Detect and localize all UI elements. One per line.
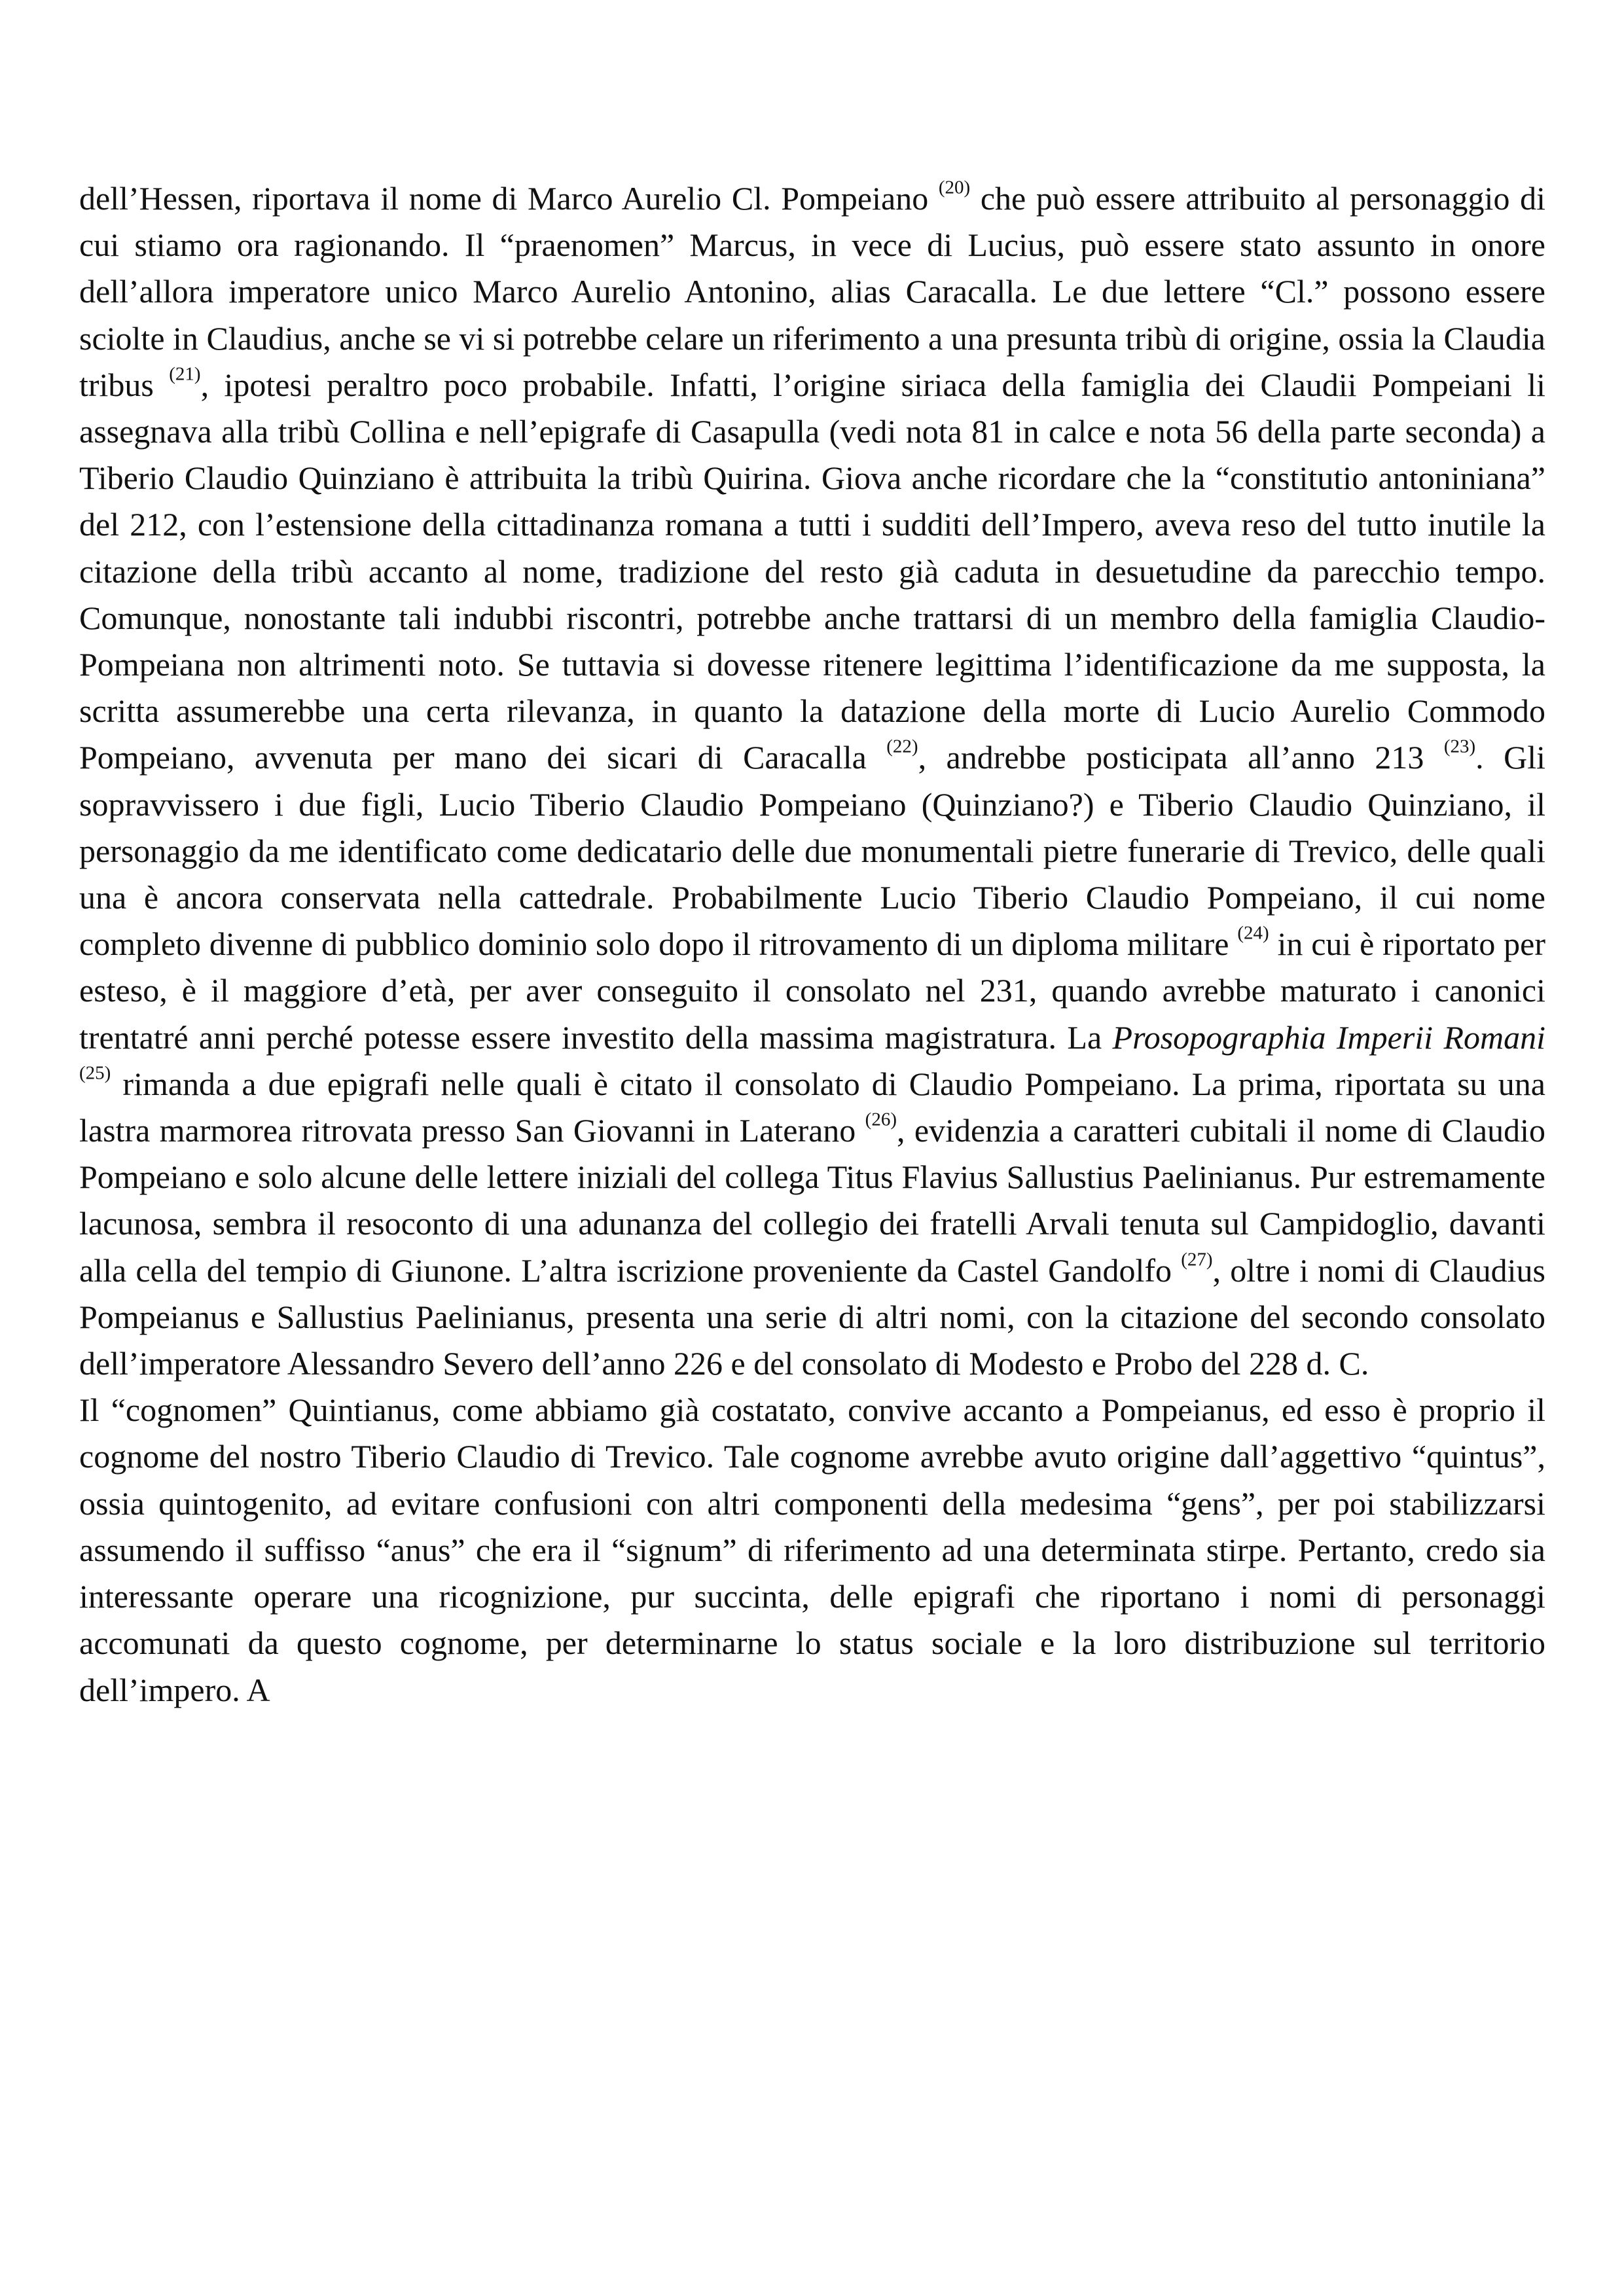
paragraph-text: , evidenzia a caratteri cubitali il nome di Claudio Pompeiano e solo alcune delle lettere iniziali del collega Titus Flavius Sallustius Paelinianus. Pur estremamente lacunosa, sembra il resoconto di una adunanza del collegio dei fratelli Arvali tenuta sul Campidoglio, davanti alla cella del tempio di Giunone. L’altra iscrizione proveniente da Castel Gandolfo bbox=[79, 1112, 1545, 1289]
paragraph-text: , andrebbe posticipata all’anno 213 bbox=[918, 739, 1444, 776]
footnote-reference: (22) bbox=[886, 736, 918, 757]
paragraph-text: , ipotesi peraltro poco probabile. Infatti, l’origine siriaca della famiglia dei Claudii Pompeiani li assegnava alla tribù Collina e nell’epigrafe di Casapulla (vedi nota 81 in calce e nota 56 della parte seconda) a Tiberio Claudio Quinziano è attribuita la tribù Quirina. Giova anche ricordare che la “constitutio antoniniana” del 212, con l’estensione della cittadinanza romana a tutti i sudditi dell’Impero, aveva reso del tutto inutile la citazione della tribù accanto al nome, tradizione del resto già caduta in desuetudine da parecchio tempo. Comunque, nonostante tali indubbi riscontri, potrebbe anche trattarsi di un membro della famiglia Claudio-Pompeiana non altrimenti noto. Se tuttavia si dovesse ritenere legittima l’identificazione da me supposta, la scritta assumerebbe una certa rilevanza, in quanto la datazione della morte di Lucio Aurelio Commodo Pompeiano, avvenuta per mano dei sicari di Caracalla bbox=[79, 366, 1545, 776]
footnote-reference: (23) bbox=[1443, 736, 1476, 757]
paragraph-text: dell’Hessen, riportava il nome di Marco Aurelio Cl. Pompeiano bbox=[79, 180, 939, 217]
footnote-reference: (27) bbox=[1181, 1249, 1213, 1270]
paragraph-text: in cui è riportato per esteso, è il maggiore d’età, per aver conseguito il consolato nel 231, quando avrebbe maturato i canonici trentatré anni perché potesse essere investito della massima magistratura. La bbox=[79, 925, 1545, 1056]
paragraph-text: , oltre i nomi di Claudius Pompeianus e Sallustius Paelinianus, presenta una serie di altri nomi, con la citazione del secondo consolato dell’imperatore Alessandro Severo dell’anno 226 e del consolato di Modesto e Probo del 228 d. C. bbox=[79, 1251, 1545, 1382]
italic-title-text: Prosopographia Imperii Romani bbox=[1112, 1018, 1546, 1056]
footnote-reference: (24) bbox=[1237, 922, 1269, 944]
paragraph bbox=[79, 1387, 1545, 1713]
paragraph-text: Il “cognomen” Quintianus, come abbiamo già costatato, convive accanto a Pompeianus, ed esso è proprio il cognome del nostro Tiberio Claudio di Trevico. Tale cognome avrebbe avuto origine dall’aggettivo “quintus”, ossia quintogenito, ad evitare confusioni con altri componenti della medesima “gens”, per poi stabilizzarsi assumendo il suffisso “anus” che era il “signum” di riferimento ad una determinata stirpe. Pertanto, credo sia interessante operare una ricognizione, pur succinta, delle epigrafi che riportano i nomi di personaggi accomunati da questo cognome, per determinarne lo status sociale e la loro distribuzione sul territorio dell’impero. A bbox=[79, 1391, 1545, 1708]
body-text bbox=[79, 175, 1545, 1713]
paragraph-text: . Gli sopravvissero i due figli, Lucio Tiberio Claudio Pompeiano (Quinziano?) e Tiberio Claudio Quinziano, il personaggio da me identificato come dedicatario delle due monumentali pietre funerarie di Trevico, delle quali una è ancora conservata nella cattedrale. Probabilmente Lucio Tiberio Claudio Pompeiano, il cui nome completo divenne di pubblico dominio solo dopo il ritrovamento di un diploma militare bbox=[79, 739, 1545, 963]
footnote-reference: (20) bbox=[938, 177, 971, 198]
paragraph-text: che può essere attribuito al personaggio di cui stiamo ora ragionando. Il “praenomen” Marcus, in vece di Lucius, può essere stato assunto in onore dell’allora imperatore unico Marco Aurelio Antonino, alias Caracalla. Le due lettere “Cl.” possono essere sciolte in Claudius, anche se vi si potrebbe celare un riferimento a una presunta tribù di origine, ossia la Claudia tribus bbox=[79, 180, 1545, 403]
footnote-reference: (25) bbox=[79, 1062, 111, 1084]
paragraph bbox=[79, 175, 1545, 1387]
paragraph-text: rimanda a due epigrafi nelle quali è citato il consolato di Claudio Pompeiano. La prima, riportata su una lastra marmorea ritrovata presso San Giovanni in Laterano bbox=[79, 1065, 1545, 1149]
footnote-reference: (21) bbox=[169, 363, 201, 385]
footnote-reference: (26) bbox=[865, 1109, 897, 1130]
